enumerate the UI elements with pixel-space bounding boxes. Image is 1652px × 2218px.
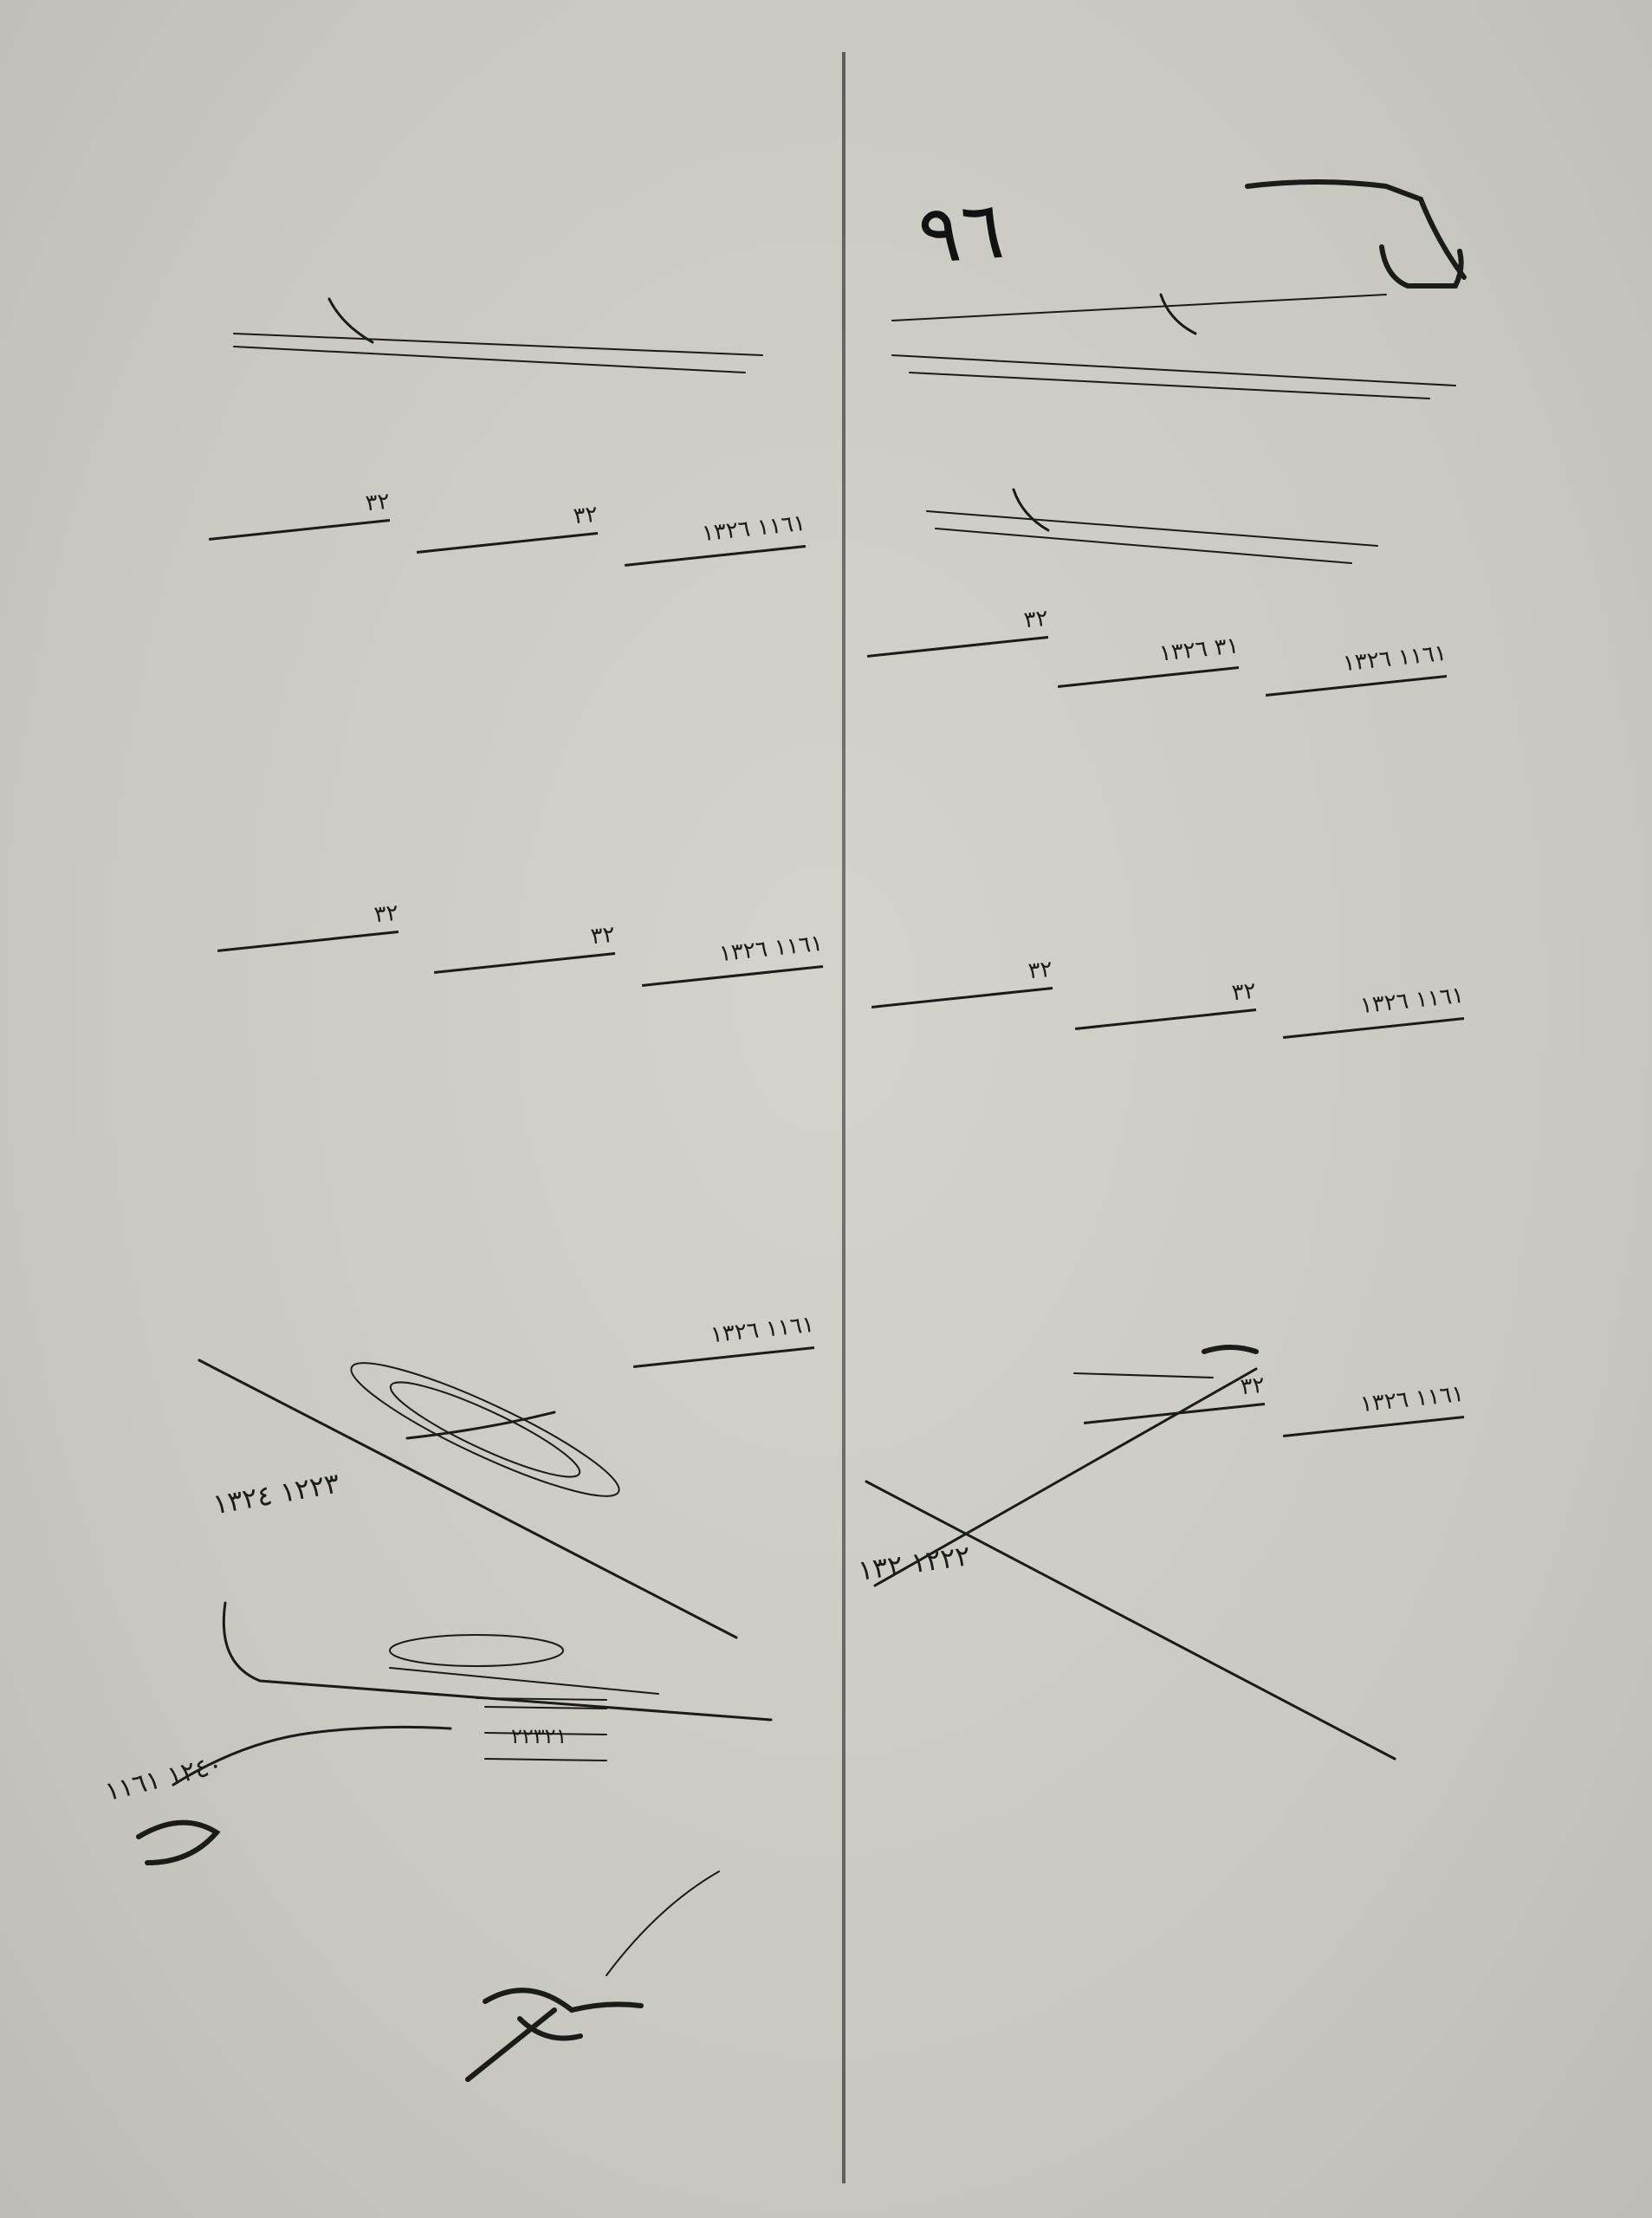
ledger-entry — [606, 509, 807, 784]
ledger-entry — [1265, 1380, 1466, 1655]
seal-oval-2 — [390, 1635, 563, 1666]
closing-date: ١٢٤٠ ١١٦١ — [101, 1748, 226, 1808]
grand-total: ٢٢٣٢١ — [511, 1724, 567, 1748]
page-title-flourish — [1247, 182, 1464, 277]
entry-total: ١١٦١ ١٣٢٦ — [1341, 639, 1448, 678]
entry-script — [424, 975, 606, 1191]
entry-rule — [642, 965, 823, 987]
seal-oval-1 — [340, 1344, 630, 1515]
entry-rule — [417, 532, 598, 554]
ledger-entry — [1247, 639, 1448, 914]
entry-rule — [1266, 675, 1447, 697]
entry-total: ١١٦١ ١٣٢٦ — [1358, 982, 1466, 1020]
entry-total: ٣٢ — [1239, 1372, 1267, 1401]
entry-total: ٣٢ — [589, 921, 617, 950]
entry-rule — [1058, 666, 1239, 688]
signature-flourish-2 — [485, 1990, 641, 2010]
entry-script — [858, 658, 1040, 875]
entry-rule — [1084, 1403, 1265, 1424]
ledger-entry — [1265, 982, 1466, 1256]
entry-rule — [633, 1346, 814, 1368]
entry-script — [1048, 689, 1230, 905]
ledger-entry — [398, 503, 598, 771]
entry-script — [208, 953, 390, 1170]
entry-rule — [625, 545, 806, 567]
entry-script — [632, 988, 814, 1204]
entry-script — [1066, 1031, 1247, 1248]
ledger-entry — [853, 957, 1053, 1226]
page-number: ٩٦ — [915, 183, 1007, 282]
header-line-1 — [892, 295, 1386, 321]
ledger-entry — [191, 490, 390, 758]
ledger-entry — [615, 1311, 816, 1586]
entry-rule — [1075, 1008, 1256, 1030]
entry-rule — [1283, 1416, 1464, 1437]
left-footer-total: ١٢٢٣ ١٣٢٤ — [210, 1466, 342, 1521]
entry-rule — [217, 931, 398, 952]
right-footer-total: ١٢٢٢ ١٣٢ — [855, 1539, 973, 1587]
entry-rule — [209, 519, 390, 541]
entry-total: ٣١ ١٣٢٦ — [1157, 632, 1241, 667]
entry-total: ٣٢ — [1230, 977, 1258, 1007]
ledger-entry — [1040, 632, 1241, 905]
signature-flourish-1 — [139, 1823, 217, 1863]
entry-rule — [871, 987, 1053, 1008]
entry-script — [615, 567, 797, 784]
entry-rule — [1283, 1017, 1464, 1039]
entry-total: ٣٢ — [572, 501, 599, 530]
entry-script — [624, 1369, 806, 1586]
entry-total: ١١٦١ ١٣٢٦ — [717, 930, 825, 968]
ledger-entry — [1066, 1373, 1265, 1642]
entry-total: ٣٢ — [1022, 605, 1050, 634]
ledger-entry — [416, 923, 615, 1191]
ledger-entry — [1057, 979, 1256, 1248]
ledger-entry — [199, 901, 398, 1170]
entry-script — [1273, 1040, 1455, 1256]
entry-total: ١١٦١ ١٣٢٦ — [709, 1311, 816, 1349]
entry-total: ٣٢ — [1027, 956, 1054, 985]
ledger-entry — [849, 606, 1048, 875]
entry-script — [199, 542, 381, 758]
entry-total: ١١٦١ ١٣٢٦ — [700, 509, 807, 548]
entry-script — [1256, 697, 1438, 914]
entry-rule — [867, 636, 1048, 658]
left-header-line — [234, 334, 762, 355]
entry-script — [407, 554, 589, 771]
entry-script — [1273, 1438, 1455, 1655]
entry-script — [862, 1009, 1044, 1226]
entry-total: ٣٢ — [373, 899, 400, 929]
entry-total: ٣٢ — [364, 488, 392, 517]
entry-total: ١١٦١ ١٣٢٦ — [1358, 1380, 1466, 1418]
entry-rule — [434, 952, 615, 974]
entry-script — [1074, 1425, 1256, 1642]
header-line-2 — [892, 355, 1455, 386]
ledger-entry — [624, 930, 825, 1204]
